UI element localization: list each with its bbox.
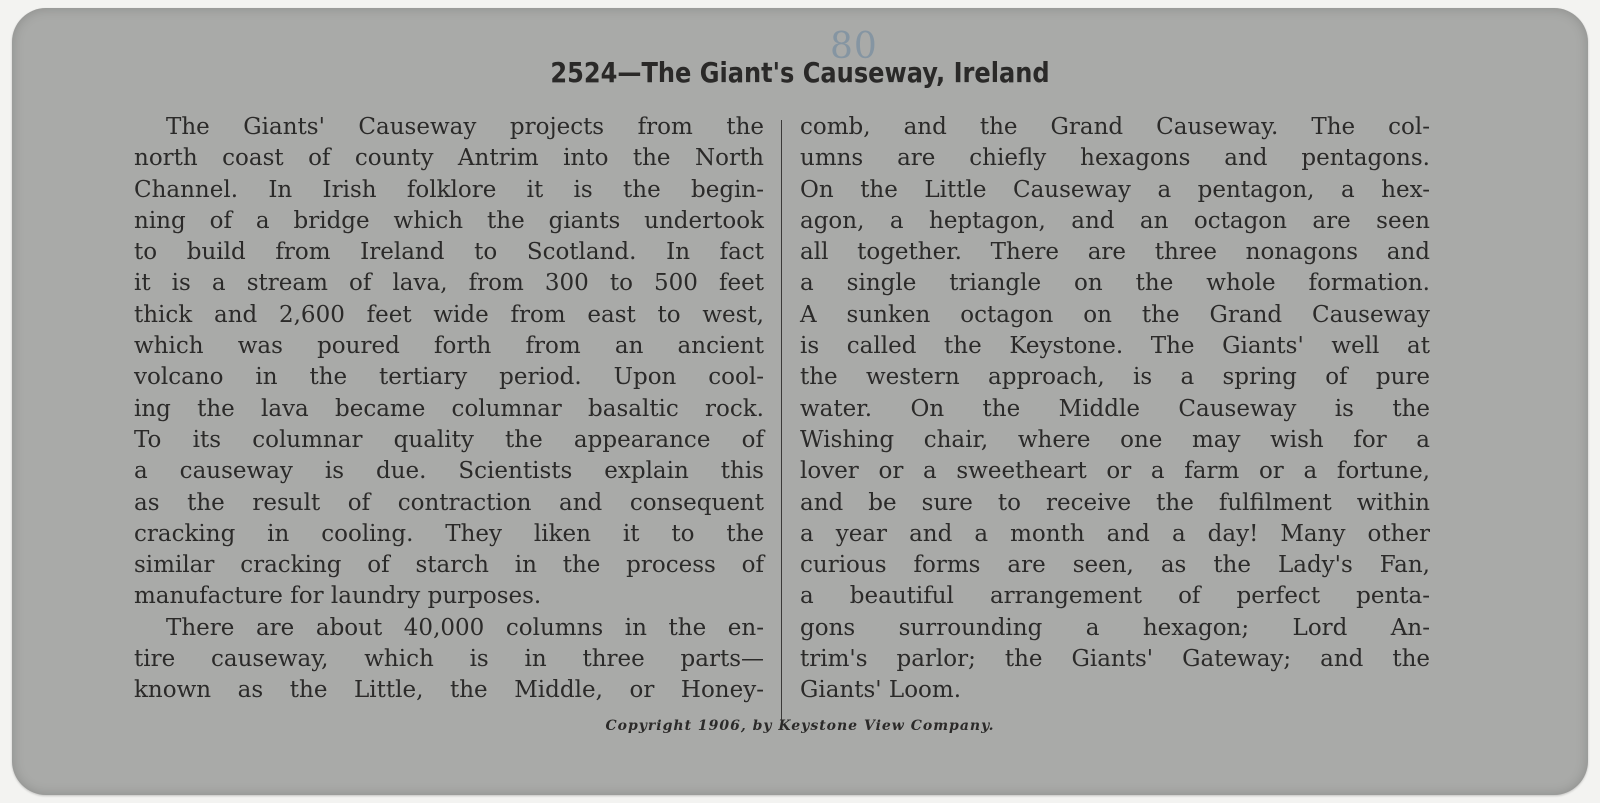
text-line: is called the Keystone. The Giants' well at xyxy=(800,333,1430,360)
text-line: north coast of county Antrim into the North xyxy=(134,145,764,172)
text-line: all together. There are three nonagons and xyxy=(800,239,1430,266)
text-line: a single triangle on the whole formation. xyxy=(800,270,1430,297)
text-line: volcano in the tertiary period. Upon cool- xyxy=(134,364,764,391)
text-line: agon, a heptagon, and an octagon are seen xyxy=(800,207,1430,234)
text-line: The Giants' Causeway projects from the xyxy=(166,114,764,140)
text-line: A sunken octagon on the Grand Causeway xyxy=(800,301,1430,328)
text-line: Wishing chair, where one may wish for a xyxy=(800,426,1430,453)
text-line: water. On the Middle Causeway is the xyxy=(800,395,1430,422)
text-line: There are about 40,000 columns in the en- xyxy=(166,614,764,641)
text-line: similar cracking of starch in the process of xyxy=(134,552,764,579)
text-line: a year and a month and a day! Many other xyxy=(800,520,1430,547)
text-line: it is a stream of lava, from 300 to 500 feet xyxy=(134,270,764,297)
text-line: ning of a bridge which the giants undertook xyxy=(134,207,764,234)
text-line: ing the lava became columnar basaltic rock. xyxy=(134,395,764,422)
text-line: to build from Ireland to Scotland. In fact xyxy=(134,239,764,266)
text-line: curious forms are seen, as the Lady's Fan, xyxy=(800,552,1430,579)
copyright-notice: Copyright 1906, by Keystone View Company. xyxy=(605,718,995,734)
text-line: known as the Little, the Middle, or Honey- xyxy=(134,677,764,704)
text-line: manufacture for laundry purposes. xyxy=(134,583,542,610)
text-line: thick and 2,600 feet wide from east to west, xyxy=(134,301,764,328)
text-line: Channel. In Irish folklore it is the begin- xyxy=(134,176,764,203)
column-divider xyxy=(781,120,782,720)
text-line: cracking in cooling. They liken it to the xyxy=(134,520,764,547)
text-line: To its columnar quality the appearance of xyxy=(134,426,764,453)
text-column-right xyxy=(800,112,1430,707)
text-line: gons surrounding a hexagon; Lord An- xyxy=(800,614,1430,641)
text-line: comb, and the Grand Causeway. The col- xyxy=(800,114,1430,140)
text-line: a beautiful arrangement of perfect penta- xyxy=(800,583,1430,610)
text-line: tire causeway, which is in three parts— xyxy=(134,646,764,673)
text-column-left xyxy=(134,112,764,707)
card-title: 2524—The Giant's Causeway, Ireland xyxy=(550,56,1050,89)
text-line: a causeway is due. Scientists explain this xyxy=(134,458,764,485)
text-line: On the Little Causeway a pentagon, a hex- xyxy=(800,176,1430,203)
text-line: and be sure to receive the fulfilment within xyxy=(800,489,1430,516)
text-line: Giants' Loom. xyxy=(800,677,962,704)
text-line: the western approach, is a spring of pure xyxy=(800,364,1430,391)
text-line: umns are chiefly hexagons and pentagons. xyxy=(800,145,1430,172)
text-line: trim's parlor; the Giants' Gateway; and the xyxy=(800,646,1430,673)
text-line: as the result of contraction and consequent xyxy=(134,489,764,516)
card-number-stamp: 80 xyxy=(830,26,878,67)
text-line: lover or a sweetheart or a farm or a fortune, xyxy=(800,458,1430,485)
text-line: which was poured forth from an ancient xyxy=(134,333,764,360)
